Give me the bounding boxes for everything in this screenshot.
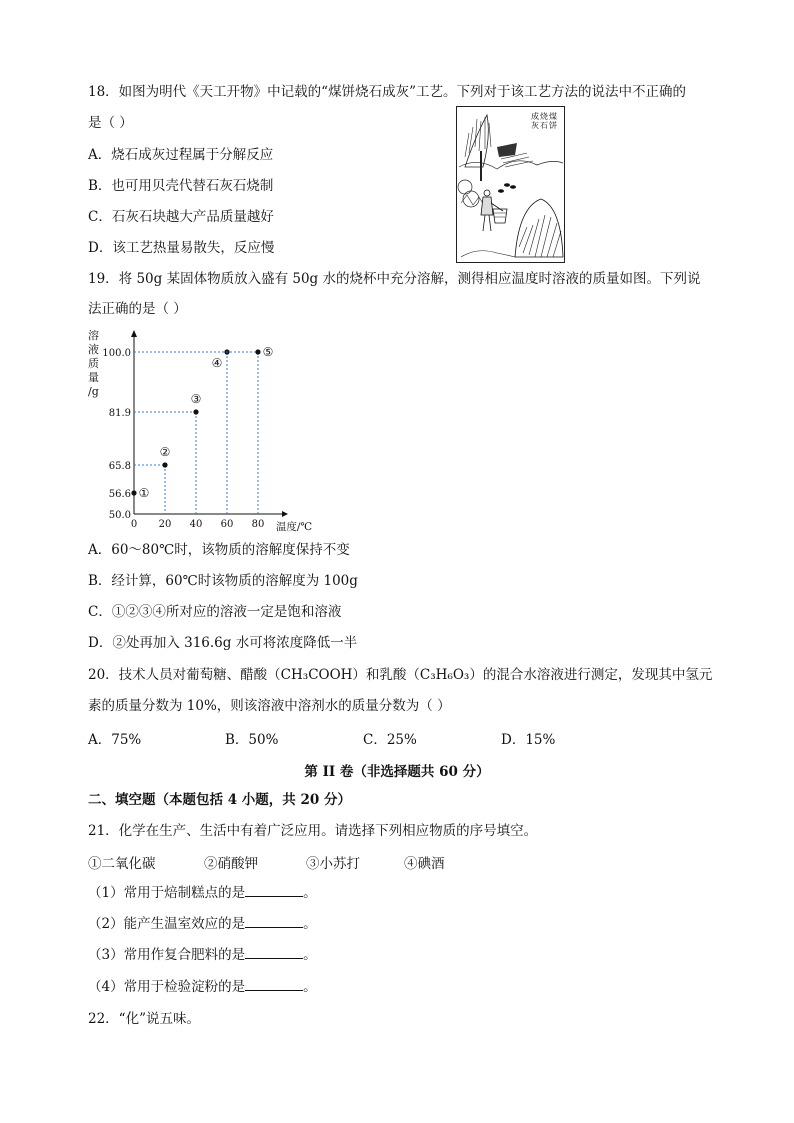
q18-stem-line1: 18．如图为明代《天工开物》中记载的“煤饼烧石成灰”工艺。下列对于该工艺方法的说法中不正确的 xyxy=(88,84,686,100)
data-point-label: ① xyxy=(138,486,150,500)
q21-sub-2-text: （2）能产生温室效应的是 xyxy=(88,916,246,932)
x-tick-label: 20 xyxy=(158,519,172,530)
data-point-label: ③ xyxy=(190,392,202,406)
woodcut-caption xyxy=(531,111,557,130)
q21-item-4: ④碘酒 xyxy=(404,856,445,872)
q21-sub-1-blank[interactable] xyxy=(245,884,303,897)
q21-item-1: ①二氧化碳 xyxy=(88,856,156,872)
x-tick-label: 40 xyxy=(189,519,203,530)
q21-sub-4 xyxy=(88,978,317,996)
y-tick-label: 100.0 xyxy=(102,348,131,359)
q21-sub-2-blank[interactable] xyxy=(245,915,303,928)
q18-option-a: A．烧石成灰过程属于分解反应 xyxy=(88,147,274,163)
q21-sub-3-text: （3）常用作复合肥料的是 xyxy=(88,947,246,963)
q21-item-3: ③小苏打 xyxy=(306,856,360,872)
svg-text:灰: 灰 xyxy=(531,121,539,130)
svg-text:饼: 饼 xyxy=(549,121,557,130)
y-axis-label-char: 量 xyxy=(88,371,99,384)
q21-sub-2 xyxy=(88,915,317,933)
x-tick-label: 80 xyxy=(251,519,265,530)
tiangong-kaiwu-woodcut-image xyxy=(456,106,565,263)
section2-title: 第 II 卷（非选择题共 60 分） xyxy=(304,764,490,780)
y-tick-label: 81.9 xyxy=(108,408,131,419)
y-axis-arrow xyxy=(131,330,137,337)
q21-sub-3 xyxy=(88,946,317,964)
q19-option-b: B．经计算，60℃时该物质的溶解度为 100g xyxy=(88,573,358,589)
q21-sub-4-text: （4）常用于检验淀粉的是 xyxy=(88,979,246,995)
q18-option-b: B．也可用贝壳代替石灰石烧制 xyxy=(88,178,274,194)
q20-stem-line2: 素的质量分数为 10%，则该溶液中溶剂水的质量分数为（ ） xyxy=(88,698,451,714)
q19-stem-line2: 法正确的是（ ） xyxy=(88,301,187,317)
data-point xyxy=(131,490,136,495)
q20-option-c: C．25% xyxy=(363,732,417,748)
q21-sub-4-blank[interactable] xyxy=(245,978,303,991)
woodcut-drawing xyxy=(457,107,564,262)
x-axis-label: 温度/℃ xyxy=(275,521,313,533)
svg-text:煤: 煤 xyxy=(549,112,557,121)
q19-stem-line1: 19．将 50g 某固体物质放入盛有 50g 水的烧杯中充分溶解，测得相应温度时溶液的质量如图。下列说 xyxy=(88,271,701,287)
svg-text:成: 成 xyxy=(531,112,539,121)
solution-mass-chart xyxy=(86,325,326,535)
data-point xyxy=(193,409,198,414)
svg-text:烧: 烧 xyxy=(540,112,548,121)
q20-option-a: A．75% xyxy=(88,732,142,748)
y-axis-label-char: /g xyxy=(88,385,99,398)
q18-option-d: D．该工艺热量易散失，反应慢 xyxy=(88,240,275,256)
q21-stem: 21．化学在生产、生活中有着广泛应用。请选择下列相应物质的序号填空。 xyxy=(88,823,538,839)
q22-stem: 22．“化”说五味。 xyxy=(88,1011,200,1027)
q21-sub-3-blank[interactable] xyxy=(245,946,303,959)
y-axis-label-char: 质 xyxy=(88,357,99,370)
data-point-label: ⑤ xyxy=(262,345,274,359)
q21-sub-1-text: （1）常用于焙制糕点的是 xyxy=(88,885,246,901)
y-tick-label: 50.0 xyxy=(108,510,131,521)
data-point-label: ② xyxy=(159,445,171,459)
q19-option-d: D．②处再加入 316.6g 水可将浓度降低一半 xyxy=(88,635,358,651)
q21-sub-1 xyxy=(88,884,317,902)
y-tick-label: 56.6 xyxy=(108,489,131,500)
q21-sub-1-end: 。 xyxy=(303,885,317,901)
x-tick-label: 0 xyxy=(130,519,138,530)
x-axis-arrow xyxy=(282,511,288,517)
y-tick-label: 65.8 xyxy=(108,461,131,472)
data-point xyxy=(162,462,167,467)
q18-stem-line2: 是（ ） xyxy=(88,115,133,131)
q18-option-c: C．石灰石块越大产品质量越好 xyxy=(88,209,274,225)
q20-option-d: D．15% xyxy=(501,732,556,748)
q19-option-a: A．60～80℃时，该物质的溶解度保持不变 xyxy=(88,542,350,558)
y-axis-label-char: 溶 xyxy=(88,329,99,342)
data-point xyxy=(255,349,260,354)
x-tick-label: 60 xyxy=(220,519,234,530)
q21-sub-3-end: 。 xyxy=(303,947,317,963)
data-point-label: ④ xyxy=(211,356,223,370)
q19-option-c: C．①②③④所对应的溶液一定是饱和溶液 xyxy=(88,604,342,620)
q21-sub-2-end: 。 xyxy=(303,916,317,932)
svg-text:石: 石 xyxy=(540,121,548,130)
q20-option-b: B．50% xyxy=(225,732,279,748)
part2-heading: 二、填空题（本题包括 4 小题，共 20 分） xyxy=(88,792,351,808)
q20-stem-line1: 20．技术人员对葡萄糖、醋酸（CH₃COOH）和乳酸（C₃H₆O₃）的混合水溶液进行测定，发现其中氢元 xyxy=(88,667,713,683)
y-axis-label-char: 液 xyxy=(88,343,99,356)
q21-item-2: ②硝酸钾 xyxy=(204,856,258,872)
q21-sub-4-end: 。 xyxy=(303,979,317,995)
